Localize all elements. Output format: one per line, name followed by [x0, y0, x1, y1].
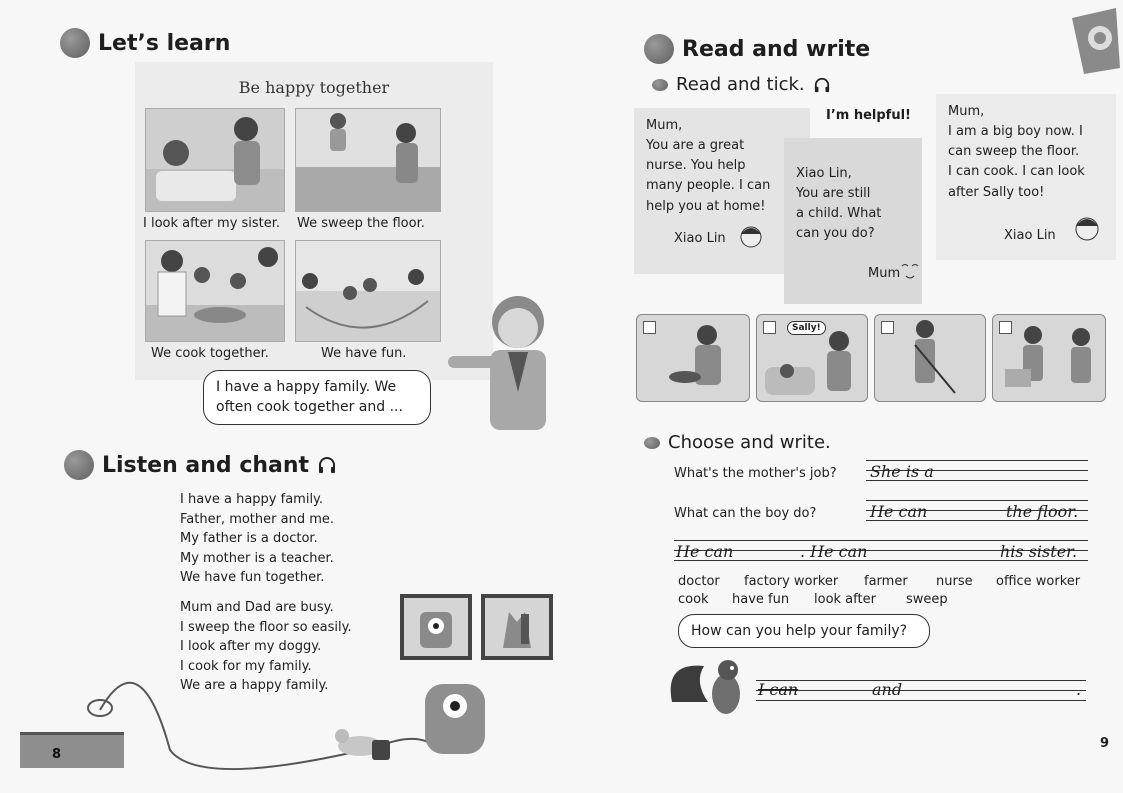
illustration-sweep-floor	[295, 108, 441, 212]
squirrel-illustration	[664, 652, 754, 722]
final-part-3: .	[1076, 680, 1082, 699]
lets-learn-header	[60, 28, 230, 58]
caption-4: We have fun.	[321, 346, 407, 361]
word-bank-item: look after	[814, 592, 876, 607]
read-write-header	[644, 34, 870, 64]
note-line: can you do?	[796, 226, 875, 242]
note-line: nurse. You help	[646, 158, 746, 174]
headphones-icon[interactable]	[813, 77, 831, 93]
caption-3: We cook together.	[151, 346, 269, 361]
answer-1-blank[interactable]	[944, 472, 1004, 484]
bubble-line-1: I have a happy family. We	[216, 379, 397, 395]
note-line: help you at home!	[646, 198, 766, 214]
chant-line: I have a happy family.	[180, 492, 324, 507]
note-line: after Sally too!	[948, 184, 1045, 200]
sub-bullet-icon	[644, 437, 660, 449]
note-line: I am a big boy now. I	[948, 124, 1083, 140]
tick-picture-have-fun	[992, 314, 1106, 402]
ruled-line	[674, 540, 1088, 541]
chant-line: Mum and Dad are busy.	[180, 600, 334, 615]
note-to-mum-2	[936, 94, 1116, 260]
read-write-title: Read and write	[682, 36, 871, 62]
answer-1-text: She is a	[870, 462, 934, 481]
question-1: What's the mother's job?	[674, 466, 837, 481]
choose-write-title: Choose and write.	[668, 432, 831, 453]
final-part-1: I can	[758, 680, 799, 699]
chant-line: I look after my doggy.	[180, 639, 322, 654]
illustration-cook-together	[145, 240, 285, 342]
tick-picture-cook	[636, 314, 750, 402]
line3-blank-2[interactable]	[884, 550, 994, 562]
word-bank-item: nurse	[936, 574, 973, 589]
question-bubble	[678, 614, 930, 648]
tick-checkbox[interactable]	[999, 321, 1012, 334]
speech-bubble	[203, 370, 431, 425]
sub-bullet-icon	[652, 79, 668, 91]
line3-part-1: He can	[676, 542, 734, 561]
note-line: Mum,	[948, 104, 985, 119]
word-bank-item: sweep	[906, 592, 948, 607]
page-number-block	[20, 732, 124, 768]
sally-label: Sally!	[787, 321, 826, 335]
section-bullet-icon	[64, 450, 94, 480]
listen-chant-header	[64, 450, 337, 480]
read-tick-header	[652, 74, 831, 95]
mum-face-icon	[898, 260, 922, 282]
line3-part-2: . He can	[800, 542, 868, 561]
final-blank-1[interactable]	[808, 690, 870, 702]
tick-picture-strip	[636, 314, 1111, 402]
final-part-2: and	[872, 680, 903, 699]
right-page	[560, 0, 1123, 793]
corner-unit-icon	[1064, 8, 1120, 74]
tick-checkbox[interactable]	[763, 321, 776, 334]
note3-signature: Xiao Lin	[1004, 228, 1056, 243]
word-bank-item: factory worker	[744, 574, 839, 589]
line3-part-3: his sister.	[1000, 542, 1078, 561]
question-2: What can the boy do?	[674, 506, 817, 521]
word-bank-item: office worker	[996, 574, 1081, 589]
note2-signature: Mum	[868, 266, 901, 281]
section-bullet-icon	[60, 28, 90, 58]
lets-learn-title: Let’s learn	[98, 30, 231, 56]
answer-2-part-1: He can	[870, 502, 928, 521]
note-line: many people. I can	[646, 178, 771, 194]
word-bank-item: cook	[678, 592, 709, 607]
note-from-mum	[784, 138, 922, 304]
answer-2-blank[interactable]	[932, 510, 1008, 522]
note-line: can sweep the floor.	[948, 144, 1080, 160]
chant-line: My mother is a teacher.	[180, 550, 334, 566]
line3-blank-1[interactable]	[738, 550, 798, 562]
word-bank-item: doctor	[678, 574, 720, 589]
boy-illustration	[448, 292, 560, 440]
word-bank-item: have fun	[732, 592, 790, 607]
chant-line: We have fun together.	[180, 570, 325, 585]
ruled-line	[866, 500, 1088, 501]
boy-face-icon	[1070, 212, 1104, 246]
chant-verse-1	[180, 490, 334, 588]
headphones-icon[interactable]	[317, 456, 337, 474]
question-bubble-text: How can you help your family?	[691, 623, 908, 639]
section-bullet-icon	[644, 34, 674, 64]
chant-line: We are a happy family.	[180, 678, 329, 693]
tick-picture-look-after-sister	[756, 314, 868, 402]
learn-heading: Be happy together	[238, 78, 390, 97]
word-bank-item: farmer	[864, 574, 908, 589]
tick-checkbox[interactable]	[881, 321, 894, 334]
caption-2: We sweep the floor.	[297, 216, 425, 231]
final-blank-2[interactable]	[906, 690, 1076, 702]
caption-1: I look after my sister.	[143, 216, 281, 231]
boy-face-icon	[738, 222, 766, 250]
note-line: Mum,	[646, 118, 683, 133]
note-line: a child. What	[796, 206, 882, 222]
page-number-right: 9	[1100, 736, 1110, 751]
tick-checkbox[interactable]	[643, 321, 656, 334]
note-line: You are a great	[646, 138, 745, 154]
ruled-line	[866, 460, 1088, 461]
chant-line: I cook for my family.	[180, 658, 312, 674]
read-tick-title: Read and tick.	[676, 74, 805, 95]
chant-line: My father is a doctor.	[180, 531, 318, 546]
lets-learn-panel	[135, 62, 493, 380]
choose-write-header	[644, 432, 831, 453]
note-line: You are still	[796, 186, 871, 202]
page-number-left: 8	[52, 747, 62, 762]
im-helpful-label: I’m helpful!	[826, 108, 911, 123]
chant-line: Father, mother and me.	[180, 511, 335, 527]
note-line: I can cook. I can look	[948, 164, 1085, 180]
note-line: Xiao Lin,	[796, 166, 852, 181]
ruled-line	[756, 680, 1086, 681]
note1-signature: Xiao Lin	[674, 231, 726, 246]
bubble-line-2: often cook together and ...	[216, 399, 403, 416]
answer-2-part-2: the floor.	[1006, 502, 1079, 521]
listen-chant-title: Listen and chant	[102, 452, 310, 478]
tick-picture-sweep	[874, 314, 986, 402]
chant-line: I sweep the floor so easily.	[180, 619, 352, 635]
illustration-look-after-sister	[145, 108, 285, 212]
illustration-have-fun	[295, 240, 441, 342]
left-page	[0, 0, 560, 793]
